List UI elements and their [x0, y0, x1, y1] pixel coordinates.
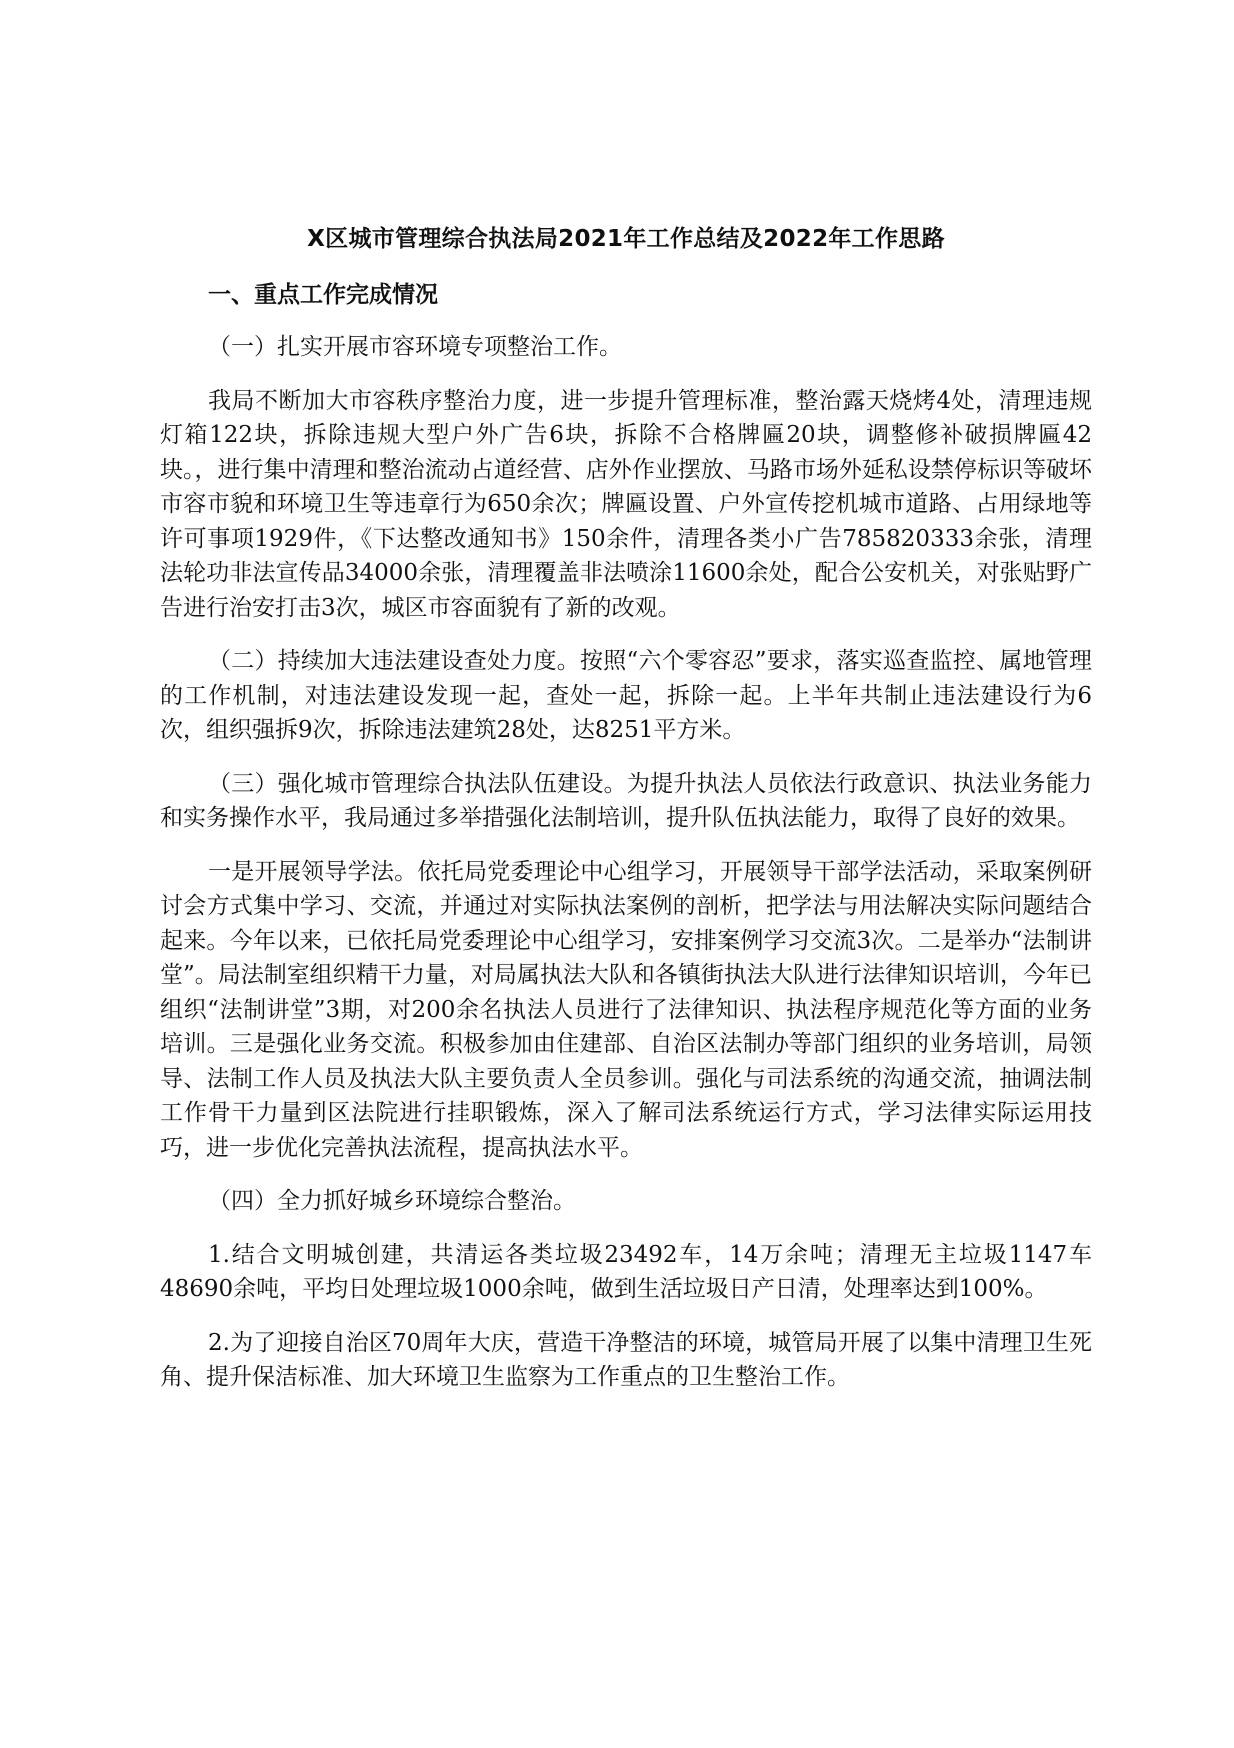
section-heading: 一、重点工作完成情况 — [208, 282, 438, 308]
paragraph-sanitation-campaign: 2.为了迎接自治区70周年大庆，营造干净整洁的环境，城管局开展了以集中清理卫生死角、提升保洁标准、加大环境卫生监察为工作重点的卫生整治工作。 — [160, 1329, 1092, 1390]
paragraph-city-appearance: 我局不断加大市容秩序整治力度，进一步提升管理标准，整治露天烧烤4处，清理违规灯箱122块，拆除违规大型户外广告6块，拆除不合格牌匾20块，调整修补破损牌匾42块。，进行集中清理和整治流动占道经营、店外作业摆放、马路市场外延私设禁停标识等破坏市容市貌和环境卫生等违章行为650余次；牌匾设置、户外宣传挖机城市道路、占用绿地等许可事项1929件，《下达整改通知书》150余件，清理各类小广告785820333余张，清理法轮功非法宣传品34000余张，清理覆盖非法喷涂11600余处，配合公安机关，对张贴野广告进行治安打击3次，城区市容面貌有了新的改观。 — [160, 387, 1092, 621]
document-body — [160, 222, 1092, 1395]
subsection-heading-4: （四）全力抓好城乡环境综合整治。 — [208, 1188, 576, 1214]
paragraph-garbage-cleanup: 1.结合文明城创建，共清运各类垃圾23492车，14万余吨；清理无主垃圾1147车48690余吨，平均日处理垃圾1000余吨，做到生活垃圾日产日清，处理率达到100%。 — [160, 1241, 1092, 1302]
subsection-heading-1: （一）扎实开展市容环境专项整治工作。 — [208, 334, 622, 360]
paragraph-team-building: （三）强化城市管理综合执法队伍建设。为提升执法人员依法行政意识、执法业务能力和实务操作水平，我局通过多举措强化法制培训，提升队伍执法能力，取得了良好的效果。 — [160, 770, 1092, 831]
paragraph-legal-training: 一是开展领导学法。依托局党委理论中心组学习，开展领导干部学法活动，采取案例研讨会方式集中学习、交流，并通过对实际执法案例的剖析，把学法与用法解决实际问题结合起来。今年以来，已依托局党委理论中心组学习，安排案例学习交流3次。二是举办“法制讲堂”。局法制室组织精干力量，对局属执法大队和各镇街执法大队进行法律知识培训，今年已组织“法制讲堂”3期，对200余名执法人员进行了法律知识、执法程序规范化等方面的业务培训。三是强化业务交流。积极参加由住建部、自治区法制办等部门组织的业务培训，局领导、法制工作人员及执法大队主要负责人全员参训。强化与司法系统的沟通交流，抽调法制工作骨干力量到区法院进行挂职锻炼，深入了解司法系统运行方式，学习法律实际运用技巧，进一步优化完善执法流程，提高执法水平。 — [160, 858, 1092, 1161]
document-title: X区城市管理综合执法局2021年工作总结及2022年工作思路 — [307, 226, 945, 252]
paragraph-illegal-construction: （二）持续加大违法建设查处力度。按照“六个零容忍”要求，落实巡查监控、属地管理的工作机制，对违法建设发现一起，查处一起，拆除一起。上半年共制止违法建设行为6次，组织强拆9次，拆除违法建筑28处，达8251平方米。 — [160, 648, 1092, 743]
